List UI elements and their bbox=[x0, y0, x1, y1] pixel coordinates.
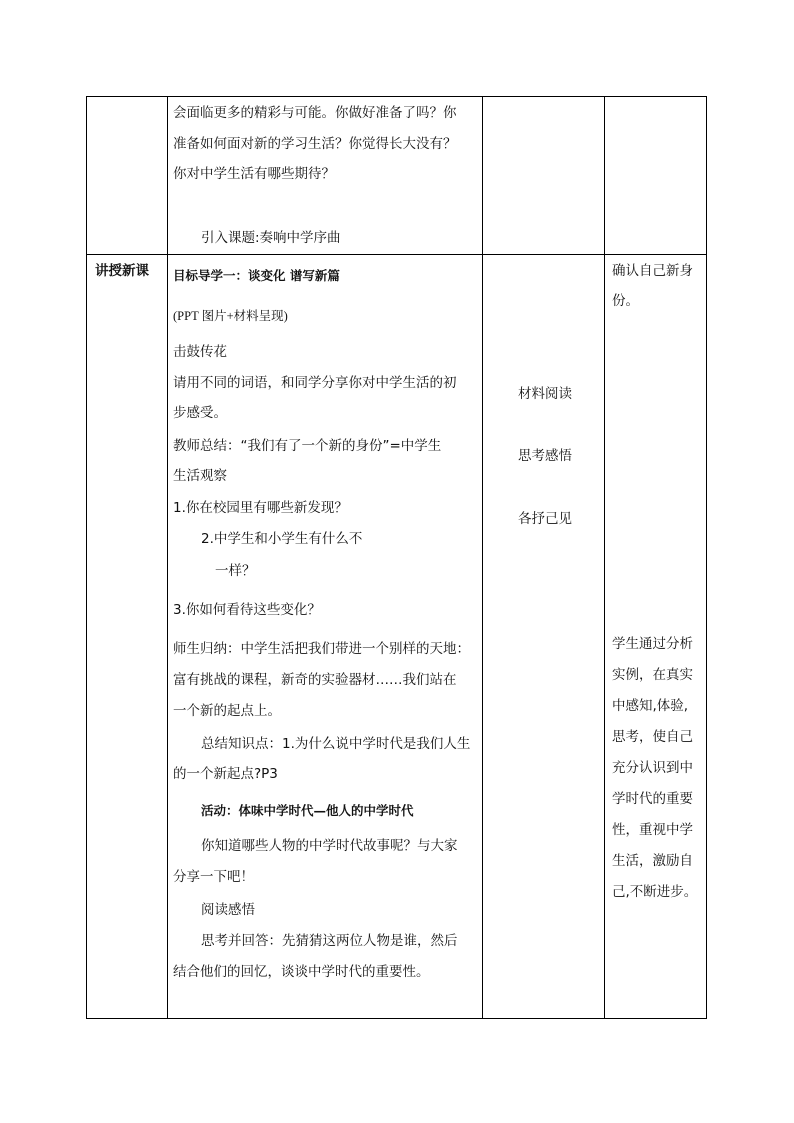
purpose-line-6: 学时代的重要 bbox=[612, 791, 693, 807]
purpose-line-5: 充分认识到中 bbox=[612, 760, 693, 776]
purpose-line-9: 己,不断进步。 bbox=[612, 884, 698, 900]
student-activity-1: 材料阅读 bbox=[518, 386, 572, 402]
question-2-part-1: 2.中学生和小学生有什么不 bbox=[201, 531, 363, 547]
prompt-line-2: 步感受。 bbox=[173, 405, 227, 421]
section-label: 讲授新课 bbox=[95, 263, 149, 279]
reading-heading: 阅读感悟 bbox=[201, 902, 255, 918]
student-activity-3: 各抒己见 bbox=[518, 511, 572, 527]
knowledge-line-2: 的一个新起点?P3 bbox=[173, 766, 278, 782]
column-divider bbox=[167, 97, 168, 1018]
share-line-2: 分享一下吧！ bbox=[173, 869, 254, 885]
ppt-note-text: (PPT 图片+材料呈现) bbox=[173, 309, 288, 323]
student-activity-2: 思考感悟 bbox=[518, 448, 572, 464]
identity-line-1: 确认自己新身 bbox=[612, 263, 693, 279]
purpose-line-2: 实例，在真实 bbox=[612, 667, 693, 683]
share-line-1: 你知道哪些人物的中学时代故事呢？与大家 bbox=[201, 838, 458, 854]
question-1: 1.你在校园里有哪些新发现？ bbox=[173, 500, 348, 516]
purpose-line-3: 中感知,体验, bbox=[612, 698, 689, 714]
intro-line-2: 准备如何面对新的学习生活？你觉得长大没有？ bbox=[173, 136, 457, 152]
conclusion-line-1: 师生归纳：中学生活把我们带进一个别样的天地： bbox=[173, 641, 470, 657]
question-2-part-2: 一样？ bbox=[215, 563, 256, 579]
knowledge-line-1: 总结知识点：1.为什么说中学时代是我们人生 bbox=[201, 736, 471, 752]
intro-topic: 引入课题:奏响中学序曲 bbox=[201, 230, 341, 246]
goal-heading: 目标导学一：谈变化 谱写新篇 bbox=[173, 268, 340, 283]
column-divider bbox=[604, 97, 605, 1018]
purpose-line-7: 性，重视中学 bbox=[612, 822, 693, 838]
game-name: 击鼓传花 bbox=[173, 344, 227, 360]
ppt-note bbox=[173, 306, 288, 326]
intro-line-1: 会面临更多的精彩与可能。你做好准备了吗？你 bbox=[173, 105, 457, 121]
purpose-line-4: 思考，使自己 bbox=[612, 729, 693, 745]
prompt-line-1: 请用不同的词语，和同学分享你对中学生活的初 bbox=[173, 375, 457, 391]
intro-line-3: 你对中学生活有哪些期待？ bbox=[173, 166, 335, 182]
think-line-1: 思考并回答：先猜猜这两位人物是谁，然后 bbox=[201, 933, 458, 949]
identity-line-2: 份。 bbox=[612, 293, 639, 309]
row-divider bbox=[87, 254, 706, 255]
conclusion-line-3: 一个新的起点上。 bbox=[173, 703, 281, 719]
teacher-summary: 教师总结：“我们有了一个新的身份”=中学生 bbox=[173, 438, 442, 454]
activity-heading: 活动：体味中学时代—他人的中学时代 bbox=[201, 803, 414, 818]
column-divider bbox=[482, 97, 483, 1018]
observe-heading: 生活观察 bbox=[173, 468, 227, 484]
think-line-2: 结合他们的回忆，谈谈中学时代的重要性。 bbox=[173, 964, 430, 980]
question-3: 3.你如何看待这些变化？ bbox=[173, 602, 321, 618]
purpose-line-8: 生活，激励自 bbox=[612, 853, 693, 869]
conclusion-line-2: 富有挑战的课程，新奇的实验器材……我们站在 bbox=[173, 672, 457, 688]
purpose-line-1: 学生通过分析 bbox=[612, 636, 693, 652]
